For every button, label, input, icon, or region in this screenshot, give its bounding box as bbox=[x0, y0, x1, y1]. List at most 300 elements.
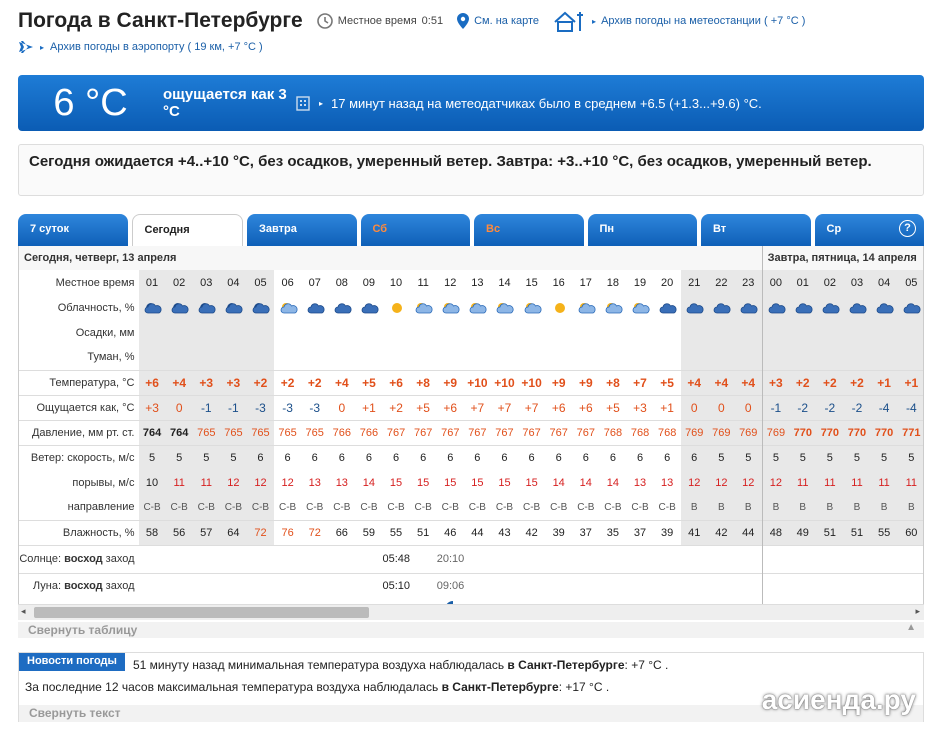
sun-row bbox=[19, 545, 924, 573]
precip-cell bbox=[843, 320, 870, 345]
fog-cell bbox=[247, 345, 274, 370]
pressure-cell: 766 bbox=[328, 420, 355, 445]
wind-cell: 6 bbox=[491, 445, 518, 470]
pressure-cell: 766 bbox=[355, 420, 382, 445]
wind-cell: 6 bbox=[572, 445, 599, 470]
fog-cell bbox=[599, 345, 626, 370]
direction-cell: С-В bbox=[333, 501, 351, 513]
wind-cell: 6 bbox=[437, 445, 464, 470]
temp-cell: +2 bbox=[789, 370, 816, 395]
sun-cloud-icon bbox=[524, 301, 540, 315]
feels-cell: +5 bbox=[410, 395, 437, 420]
hour-cell: 02 bbox=[816, 270, 843, 295]
feels-cell: +6 bbox=[545, 395, 572, 420]
pressure-cell: 771 bbox=[898, 420, 924, 445]
moon-cell bbox=[599, 573, 626, 598]
feels-cell: +5 bbox=[599, 395, 626, 420]
sun-cell bbox=[247, 545, 274, 573]
precip-cell bbox=[220, 320, 247, 345]
cloud-cell bbox=[518, 295, 545, 320]
temp-cell: +8 bbox=[599, 370, 626, 395]
hour-cell: 03 bbox=[843, 270, 870, 295]
moon-cell bbox=[139, 573, 166, 598]
gust-cell: 15 bbox=[525, 476, 538, 489]
moon-cell bbox=[626, 573, 653, 598]
wind-cell: 6 bbox=[681, 445, 708, 470]
feels-cell: +1 bbox=[355, 395, 382, 420]
direction-cell: С-В bbox=[139, 495, 166, 520]
feels-cell: -1 bbox=[762, 395, 789, 420]
direction-cell: С-В bbox=[522, 501, 541, 513]
news-line-2-value: : +17 °C . bbox=[558, 680, 610, 694]
wind-row bbox=[19, 445, 924, 470]
humidity-label: Влажность, % bbox=[19, 520, 139, 545]
wind-cell: 5 bbox=[139, 445, 166, 470]
wind-cell: 5 bbox=[708, 445, 735, 470]
humidity-cell: 66 bbox=[328, 520, 355, 545]
label-set: заход bbox=[105, 579, 135, 592]
temp-cell: +9 bbox=[545, 370, 572, 395]
temp-cell: +3 bbox=[762, 370, 789, 395]
direction-cell: В bbox=[735, 495, 762, 520]
day-tabs bbox=[18, 214, 924, 248]
wind-cell: 5 bbox=[816, 445, 843, 470]
moon-cell bbox=[843, 573, 870, 598]
feels-like: ощущается как 3 °C bbox=[163, 86, 287, 120]
precip-cell bbox=[139, 320, 166, 345]
humidity-cell: 39 bbox=[654, 520, 681, 545]
sun-label bbox=[19, 545, 139, 573]
direction-cell: С-В bbox=[577, 501, 595, 513]
moon-label bbox=[19, 573, 139, 598]
moon-cell bbox=[220, 573, 247, 598]
precip-cell bbox=[599, 320, 626, 345]
scroll-left-icon[interactable]: ◂ bbox=[21, 606, 26, 616]
gust-cell: 11 bbox=[166, 470, 193, 495]
humidity-row bbox=[19, 520, 924, 545]
feels-row bbox=[19, 395, 924, 420]
label-set: заход bbox=[105, 553, 135, 565]
scrollbar-thumb[interactable] bbox=[34, 607, 369, 618]
sun-cell bbox=[274, 545, 301, 573]
header bbox=[18, 8, 805, 34]
moon-cell bbox=[871, 573, 898, 598]
hour-cell: 20 bbox=[661, 276, 674, 289]
pressure-cell: 768 bbox=[626, 420, 653, 445]
sun-cell bbox=[518, 545, 545, 573]
hour-cell: 15 bbox=[525, 276, 538, 289]
collapse-table-label: Свернуть таблицу bbox=[28, 623, 138, 637]
direction-cell: С-В bbox=[278, 501, 297, 513]
fog-cell bbox=[355, 345, 382, 370]
forecast-summary: Сегодня ожидается +4..+10 °C, без осадков, умеренный ветер. Завтра: +3..+10 °C, без осадков, умеренный ветер. bbox=[18, 144, 924, 196]
humidity-cell: 43 bbox=[491, 520, 518, 545]
gust-cell: 13 bbox=[335, 476, 348, 489]
hour-cell: 21 bbox=[681, 270, 708, 295]
gust-cell: 11 bbox=[898, 470, 924, 495]
sun-cell bbox=[572, 545, 599, 573]
wind-cell: 6 bbox=[518, 445, 545, 470]
temp-cell: +8 bbox=[410, 370, 437, 395]
temp-cell: +10 bbox=[464, 370, 491, 395]
direction-cell: С-В bbox=[414, 501, 432, 513]
airplane-icon bbox=[18, 40, 34, 54]
temp-cell: +6 bbox=[382, 370, 409, 395]
wind-cell: 6 bbox=[654, 445, 681, 470]
gust-cell: 15 bbox=[444, 476, 457, 489]
cloud-cell bbox=[871, 295, 898, 320]
horizontal-scrollbar[interactable] bbox=[18, 604, 924, 620]
clock-icon bbox=[317, 13, 333, 29]
pressure-cell: 765 bbox=[247, 420, 274, 445]
map-link[interactable]: См. на карте bbox=[474, 15, 540, 27]
gust-cell: 14 bbox=[552, 476, 565, 489]
cloud-cell bbox=[139, 295, 166, 320]
airport-archive-link[interactable]: Архив погоды в аэропорту ( 19 км, +7 °C ) bbox=[50, 41, 263, 53]
cloud-cell bbox=[410, 295, 437, 320]
cloud-icon bbox=[822, 301, 838, 315]
sun-icon bbox=[551, 301, 567, 315]
cloud-cell bbox=[545, 295, 572, 320]
cloud-cell bbox=[193, 295, 220, 320]
direction-cell: В bbox=[843, 495, 870, 520]
sun-cloud-icon bbox=[442, 301, 458, 315]
humidity-cell: 39 bbox=[545, 520, 572, 545]
temp-cell: +5 bbox=[355, 370, 382, 395]
sun-cell bbox=[789, 545, 816, 573]
direction-cell: С-В bbox=[631, 501, 649, 513]
sun-cloud-icon bbox=[496, 301, 512, 315]
gust-cell: 15 bbox=[471, 476, 484, 489]
wind-cell: 6 bbox=[355, 445, 382, 470]
pressure-cell: 770 bbox=[843, 420, 870, 445]
moon-cell bbox=[762, 573, 789, 598]
cloud-cell bbox=[762, 295, 789, 320]
sun-cloud-icon bbox=[280, 301, 296, 315]
precip-cell bbox=[274, 320, 301, 345]
feels-cell: +6 bbox=[572, 395, 599, 420]
fog-cell bbox=[816, 345, 843, 370]
news-line-1-text: 51 минуту назад минимальная температура воздуха наблюдалась bbox=[133, 658, 508, 672]
label-prefix: Луна: bbox=[32, 579, 65, 592]
direction-cell: С-В bbox=[166, 495, 193, 520]
wind-cell: 6 bbox=[599, 445, 626, 470]
direction-cell: С-В bbox=[387, 501, 405, 513]
moon-cloud-icon bbox=[144, 301, 160, 315]
pressure-cell: 767 bbox=[545, 420, 572, 445]
pressure-cell: 765 bbox=[193, 420, 220, 445]
sun-cell bbox=[166, 545, 193, 573]
cloud-icon bbox=[795, 301, 811, 315]
humidity-cell: 72 bbox=[301, 520, 328, 545]
feels-cell: -3 bbox=[274, 395, 301, 420]
sun-cell bbox=[626, 545, 653, 573]
hour-cell: 04 bbox=[220, 270, 247, 295]
sun-cell bbox=[871, 545, 898, 573]
hour-cell: 14 bbox=[498, 276, 511, 289]
gust-cell: 13 bbox=[308, 476, 321, 489]
pressure-cell: 764 bbox=[166, 420, 193, 445]
pressure-row bbox=[19, 420, 924, 445]
precip-cell bbox=[762, 320, 789, 345]
cloud-icon bbox=[334, 301, 350, 315]
feels-cell: -4 bbox=[898, 395, 924, 420]
wind-label: Ветер: скорость, м/с bbox=[19, 445, 139, 470]
fog-cell bbox=[843, 345, 870, 370]
precip-cell bbox=[898, 320, 924, 345]
sun-cell bbox=[708, 545, 735, 573]
cloud-cell bbox=[491, 295, 518, 320]
page-title: Погода в Санкт-Петербурге bbox=[18, 9, 303, 32]
humidity-cell: 57 bbox=[193, 520, 220, 545]
fog-row bbox=[19, 345, 924, 370]
direction-row bbox=[19, 495, 924, 520]
temp-cell: +2 bbox=[843, 370, 870, 395]
tab-7-days[interactable]: 7 суток bbox=[18, 214, 128, 248]
fog-cell bbox=[410, 345, 437, 370]
humidity-cell: 46 bbox=[437, 520, 464, 545]
temp-cell: +1 bbox=[871, 370, 898, 395]
station-archive-link[interactable]: Архив погоды на метеостанции ( +7 °C ) bbox=[601, 15, 806, 27]
fog-cell bbox=[654, 345, 681, 370]
hour-cell: 22 bbox=[708, 270, 735, 295]
tab-tomorrow[interactable]: Завтра bbox=[247, 214, 357, 248]
pressure-cell: 765 bbox=[220, 420, 247, 445]
pressure-cell: 765 bbox=[274, 420, 301, 445]
precip-label: Осадки, мм bbox=[75, 326, 135, 339]
archive-link-wrap[interactable] bbox=[553, 10, 805, 32]
temp-cell: +6 bbox=[139, 370, 166, 395]
cloud-icon bbox=[903, 301, 919, 315]
sun-cloud-icon bbox=[632, 301, 648, 315]
fog-cell bbox=[762, 345, 789, 370]
fog-cell bbox=[166, 345, 193, 370]
gust-cell: 14 bbox=[606, 476, 620, 489]
direction-cell: С-В bbox=[495, 501, 514, 513]
pressure-cell: 770 bbox=[871, 420, 898, 445]
feels-cell: -1 bbox=[193, 395, 220, 420]
fog-cell bbox=[626, 345, 653, 370]
temp-cell: +4 bbox=[328, 370, 355, 395]
direction-cell: С-В bbox=[193, 495, 220, 520]
tab-tuesday[interactable]: Вт bbox=[701, 214, 811, 248]
humidity-cell: 35 bbox=[599, 520, 626, 545]
direction-cell: С-В bbox=[220, 495, 247, 520]
collapse-table-button[interactable] bbox=[18, 622, 924, 638]
fog-label: Туман, % bbox=[87, 351, 135, 364]
help-icon[interactable]: ? bbox=[899, 220, 916, 237]
humidity-cell: 58 bbox=[139, 520, 166, 545]
precip-cell bbox=[193, 320, 220, 345]
feels-cell: 0 bbox=[166, 395, 193, 420]
moon-cell bbox=[816, 573, 843, 598]
sun-cell bbox=[545, 545, 572, 573]
humidity-cell: 76 bbox=[274, 520, 301, 545]
feels-cell: +7 bbox=[518, 395, 545, 420]
sun-cell bbox=[898, 545, 924, 573]
map-link-wrap[interactable] bbox=[457, 13, 539, 29]
temp-cell: +3 bbox=[193, 370, 220, 395]
sun-cell bbox=[735, 545, 762, 573]
feels-cell: -2 bbox=[816, 395, 843, 420]
fog-cell bbox=[382, 345, 409, 370]
moon-cell bbox=[166, 573, 193, 598]
cloud-icon bbox=[740, 301, 756, 315]
sun-cloud-icon bbox=[578, 301, 594, 315]
cloud-cell bbox=[464, 295, 491, 320]
pressure-cell: 769 bbox=[708, 420, 735, 445]
pressure-cell: 768 bbox=[599, 420, 626, 445]
wind-cell: 5 bbox=[166, 445, 193, 470]
humidity-cell: 64 bbox=[220, 520, 247, 545]
airport-archive[interactable] bbox=[18, 40, 263, 54]
moon-cell bbox=[708, 573, 735, 598]
gust-cell: 12 bbox=[681, 470, 708, 495]
humidity-cell: 51 bbox=[843, 520, 870, 545]
wind-cell: 6 bbox=[274, 445, 301, 470]
tab-saturday[interactable]: Сб bbox=[361, 214, 471, 248]
gust-row bbox=[19, 470, 924, 495]
fog-cell bbox=[220, 345, 247, 370]
direction-cell: В bbox=[871, 495, 898, 520]
pressure-cell: 769 bbox=[681, 420, 708, 445]
humidity-cell: 44 bbox=[735, 520, 762, 545]
precip-cell bbox=[410, 320, 437, 345]
humidity-cell: 56 bbox=[166, 520, 193, 545]
temp-cell: +10 bbox=[518, 370, 545, 395]
collapse-text-button[interactable]: Свернуть текст bbox=[19, 705, 923, 722]
chevron-right-icon: ▸ bbox=[592, 16, 597, 26]
pressure-cell: 767 bbox=[464, 420, 491, 445]
scroll-right-icon[interactable]: ▸ bbox=[915, 606, 920, 616]
humidity-cell: 72 bbox=[247, 520, 274, 545]
temp-cell: +10 bbox=[491, 370, 518, 395]
moon-cell bbox=[301, 573, 328, 598]
feels-cell: +1 bbox=[654, 395, 681, 420]
fog-cell bbox=[491, 345, 518, 370]
tab-sunday[interactable]: Вс bbox=[474, 214, 584, 248]
sun-cell bbox=[843, 545, 870, 573]
pressure-cell: 769 bbox=[762, 420, 789, 445]
feels-cell: -2 bbox=[789, 395, 816, 420]
tab-monday[interactable]: Пн bbox=[588, 214, 698, 248]
precip-cell bbox=[816, 320, 843, 345]
moon-cell bbox=[274, 573, 301, 598]
hour-cell: 13 bbox=[471, 276, 484, 289]
pressure-cell: 767 bbox=[382, 420, 409, 445]
humidity-cell: 37 bbox=[572, 520, 599, 545]
cloud-icon bbox=[659, 301, 675, 315]
temp-cell: +1 bbox=[898, 370, 924, 395]
wind-cell: 5 bbox=[220, 445, 247, 470]
precip-cell bbox=[247, 320, 274, 345]
hour-cell: 09 bbox=[362, 276, 376, 289]
sunrise-time: 05:48 bbox=[382, 545, 409, 573]
gust-cell: 12 bbox=[762, 470, 789, 495]
direction-cell: В bbox=[816, 495, 843, 520]
map-pin-icon bbox=[457, 13, 469, 29]
moon-cell bbox=[328, 573, 355, 598]
cloud-cell bbox=[654, 295, 681, 320]
moon-cell bbox=[193, 573, 220, 598]
hour-cell: 07 bbox=[308, 276, 321, 289]
temp-cell: +4 bbox=[681, 370, 708, 395]
wind-cell: 6 bbox=[410, 445, 437, 470]
wind-cell: 5 bbox=[735, 445, 762, 470]
feels-cell: +3 bbox=[626, 395, 653, 420]
label-rise: восход bbox=[64, 553, 103, 565]
wind-cell: 6 bbox=[301, 445, 328, 470]
cloud-cell bbox=[898, 295, 924, 320]
sun-cell bbox=[301, 545, 328, 573]
precip-cell bbox=[681, 320, 708, 345]
gust-cell: 11 bbox=[193, 470, 220, 495]
today-label: Сегодня, четверг, 13 апреля bbox=[19, 246, 762, 270]
moon-cell bbox=[735, 573, 762, 598]
cloud-cell bbox=[816, 295, 843, 320]
temp-cell: +9 bbox=[572, 370, 599, 395]
direction-cell: С-В bbox=[441, 501, 459, 513]
local-time bbox=[317, 13, 443, 29]
humidity-cell: 42 bbox=[518, 520, 545, 545]
weather-station-icon bbox=[553, 10, 587, 32]
feels-cell: 0 bbox=[328, 395, 355, 420]
feels-cell: +7 bbox=[491, 395, 518, 420]
pressure-cell: 767 bbox=[518, 420, 545, 445]
fog-cell bbox=[871, 345, 898, 370]
cloud-cell bbox=[843, 295, 870, 320]
cloud-cell bbox=[301, 295, 328, 320]
fog-cell bbox=[301, 345, 328, 370]
news-line-2-text: За последние 12 часов максимальная температура воздуха наблюдалась bbox=[25, 680, 442, 694]
gust-cell: 12 bbox=[281, 476, 294, 489]
feels-cell: 0 bbox=[681, 395, 708, 420]
gust-cell: 15 bbox=[417, 476, 430, 489]
gust-cell: 13 bbox=[661, 476, 674, 489]
wind-cell: 6 bbox=[626, 445, 653, 470]
sun-cloud-icon bbox=[415, 301, 431, 315]
tab-wednesday[interactable] bbox=[815, 214, 925, 248]
wind-cell: 6 bbox=[545, 445, 572, 470]
gust-cell: 11 bbox=[816, 470, 843, 495]
sensor-text: 17 минут назад на метеодатчиках было в среднем +6.5 (+1.3...+9.6) °C. bbox=[331, 95, 762, 111]
fog-cell bbox=[274, 345, 301, 370]
cloud-icon bbox=[768, 301, 784, 315]
gust-cell: 13 bbox=[633, 476, 647, 489]
humidity-cell: 51 bbox=[410, 520, 437, 545]
temp-cell: +2 bbox=[247, 370, 274, 395]
fog-cell bbox=[789, 345, 816, 370]
feels-cell: +3 bbox=[139, 395, 166, 420]
direction-cell: В bbox=[898, 495, 924, 520]
hour-cell: 03 bbox=[193, 270, 220, 295]
news-line-1-value: : +7 °C . bbox=[624, 658, 669, 672]
moon-cell bbox=[518, 573, 545, 598]
tab-today[interactable]: Сегодня bbox=[132, 214, 244, 248]
moon-cell bbox=[681, 573, 708, 598]
fog-cell bbox=[139, 345, 166, 370]
sun-icon bbox=[388, 301, 404, 315]
moon-cell bbox=[898, 573, 924, 598]
direction-cell: С-В bbox=[306, 501, 324, 513]
wind-cell: 5 bbox=[193, 445, 220, 470]
hour-cell: 06 bbox=[281, 276, 294, 289]
temp-cell: +5 bbox=[654, 370, 681, 395]
temp-cell: +4 bbox=[735, 370, 762, 395]
humidity-cell: 44 bbox=[464, 520, 491, 545]
watermark: асиенда.ру bbox=[761, 684, 916, 715]
precip-cell bbox=[301, 320, 328, 345]
